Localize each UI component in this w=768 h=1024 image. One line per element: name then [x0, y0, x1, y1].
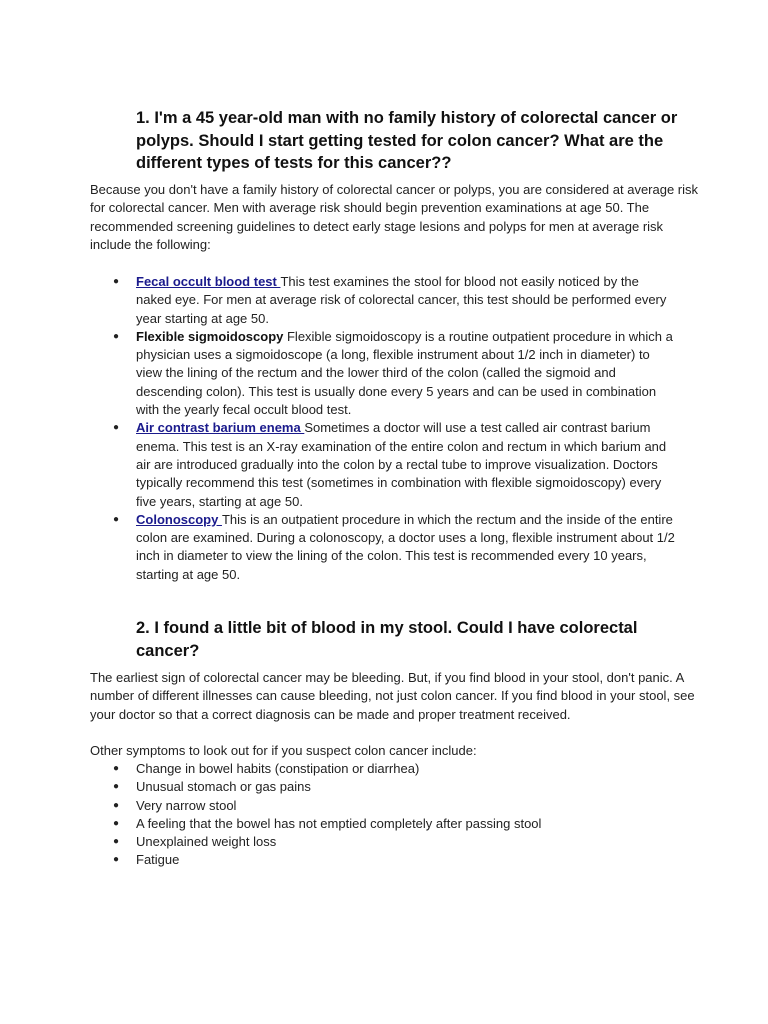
screening-tests-list [0, 273, 768, 584]
symptom-text: Unusual stomach or gas pains [136, 779, 311, 795]
list-item [0, 328, 676, 419]
symptom-text: Very narrow stool [136, 797, 237, 813]
symptom-text: Change in bowel habits (constipation or diarrhea) [136, 761, 420, 776]
bullet-icon: ● [113, 817, 120, 829]
bullet-icon: ● [113, 781, 120, 793]
bullet-icon: ● [113, 763, 120, 774]
link-air-contrast-barium-enema[interactable]: Air contrast barium enema [136, 420, 305, 436]
link-fecal-occult-blood-test[interactable]: Fecal occult blood test [136, 274, 281, 289]
list-item [0, 833, 676, 851]
question-1-heading: 1. I'm a 45 year-old man with no family history of colorectal cancer or polyps. Should I start getting tested for colon cancer? What are the different types of tests for this cancer?? [136, 109, 678, 172]
list-item [0, 797, 676, 815]
bullet-icon: ● [113, 799, 120, 811]
symptoms-list [0, 760, 768, 870]
list-item [0, 778, 676, 796]
bullet-icon: ● [113, 854, 120, 866]
bullet-icon: ● [113, 276, 120, 287]
bullet-icon: ● [113, 513, 120, 525]
symptoms-intro: Other symptoms to look out for if you suspect colon cancer include: [90, 743, 477, 758]
question-1-intro: Because you don't have a family history of colorectal cancer or polyps, you are considered at average risk for colorectal cancer. Men with average risk should begin prevention examinations at age 50. The recommended screening guidelines to detect early stage lesions and polyps for men at average risk include the following: [90, 182, 699, 252]
symptom-text: A feeling that the bowel has not emptied completely after passing stool [136, 815, 542, 831]
item-text: Sometimes a doctor will use a test called air contrast barium enema. This test is an X-ray examination of the entire colon and rectum in which barium and air are introduced gradually into the colon by a rectal tube to improve visualization. Doctors typically recommend this test (sometimes in combination with flexible sigmoidoscopy) every five years, starting at age 50. [136, 420, 667, 509]
list-item [0, 419, 676, 510]
list-item [0, 851, 676, 869]
item-text: This is an outpatient procedure in which the rectum and the inside of the entire colon are examined. During a colonoscopy, a doctor uses a long, flexible instrument about 1/2 inch in diameter to view the lining of the colon. This test is recommended every 10 years, starting at age 50. [136, 511, 675, 582]
list-item [0, 511, 676, 584]
question-2-heading: 2. I found a little bit of blood in my stool. Could I have colorectal cancer? [136, 619, 638, 660]
symptom-text: Unexplained weight loss [136, 834, 277, 850]
item-text: This test examines the stool for blood not easily noticed by the naked eye. For men at average risk of colorectal cancer, this test should be performed every year starting at age 50. [136, 274, 667, 326]
link-colonoscopy[interactable]: Colonoscopy [136, 511, 222, 527]
term-flexible-sigmoidoscopy: Flexible sigmoidoscopy [136, 328, 284, 344]
symptom-text: Fatigue [136, 852, 180, 868]
question-2-intro: The earliest sign of colorectal cancer may be bleeding. But, if you find blood in your stool, don't panic. A number of different illnesses can cause bleeding, not just colon cancer. If you find blood in your stool, see your doctor so that a correct diagnosis can be made and proper treatment received. [90, 670, 695, 722]
list-item [0, 760, 676, 778]
list-item [0, 815, 676, 833]
item-text: Flexible sigmoidoscopy is a routine outpatient procedure in which a physician uses a sigmoidoscope (a long, flexible instrument about 1/2 inch in diameter) to view the lining of the rectum and the lower third of the colon (called the sigmoid and descending colon). This test is usually done every 5 years and can be used in combination with the yearly fecal occult blood test. [136, 328, 673, 418]
bullet-icon: ● [113, 330, 120, 342]
bullet-icon: ● [113, 422, 120, 434]
bullet-icon: ● [113, 836, 120, 848]
list-item [0, 273, 676, 328]
